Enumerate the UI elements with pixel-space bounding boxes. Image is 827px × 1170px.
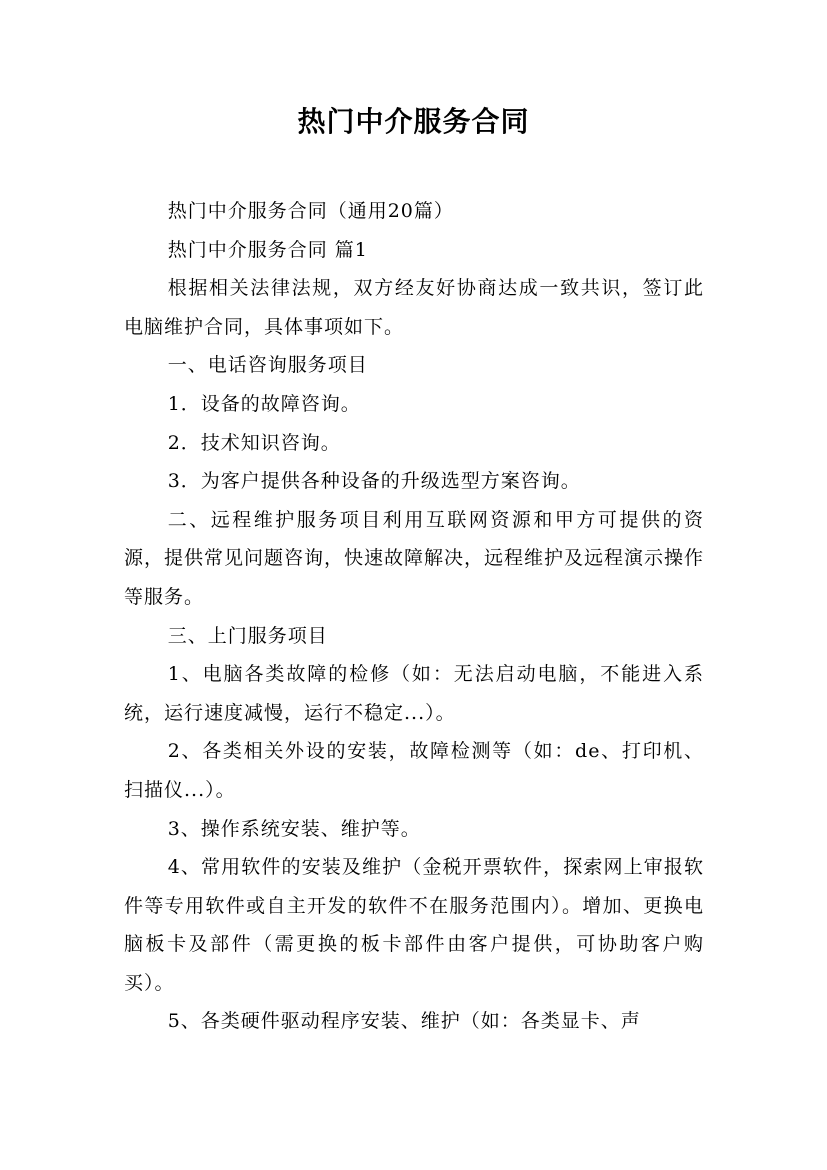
paragraph-heading-phone-service: 一、电话咨询服务项目 <box>167 354 368 377</box>
paragraph-onsite-item-1: 1、电脑各类故障的检修（如：无法启动电脑，不能进入系统，运行速度减慢，运行不稳定...）。 <box>124 663 704 724</box>
paragraph-item-2: 2．技术知识咨询。 <box>167 431 341 454</box>
document-title: 热门中介服务合同 <box>297 105 530 138</box>
paragraph-heading-onsite-service: 三、上门服务项目 <box>167 624 328 647</box>
paragraph-heading-remote-service: 二、远程维护服务项目利用互联网资源和甲方可提供的资源，提供常见问题咨询，快速故障解决，远程维护及远程演示操作等服务。 <box>124 508 705 608</box>
paragraph-section-title: 热门中介服务合同 篇1 <box>167 238 368 261</box>
document-body <box>124 192 704 1041</box>
paragraph-intro: 根据相关法律法规，双方经友好协商达成一致共识，签订此电脑维护合同，具体事项如下。 <box>124 277 704 338</box>
paragraph-item-3: 3．为客户提供各种设备的升级选型方案咨询。 <box>167 470 581 493</box>
paragraph-onsite-item-4: 4、常用软件的安装及维护（金税开票软件，探索网上审报软件等专用软件或自主开发的软件不在服务范围内）。增加、更换电脑板卡及部件（需更换的板卡部件由客户提供，可协助客户购买）。 <box>124 856 704 994</box>
paragraph-onsite-item-5: 5、各类硬件驱动程序安装、维护（如：各类显卡、声 <box>167 1010 641 1033</box>
paragraph-onsite-item-3: 3、操作系统安装、维护等。 <box>167 817 421 840</box>
paragraph-onsite-item-2: 2、各类相关外设的安装，故障检测等（如：de、打印机、扫描仪...）。 <box>124 740 704 801</box>
paragraph-item-1: 1．设备的故障咨询。 <box>167 392 361 415</box>
paragraph-collection-title: 热门中介服务合同（通用20篇） <box>167 200 454 222</box>
